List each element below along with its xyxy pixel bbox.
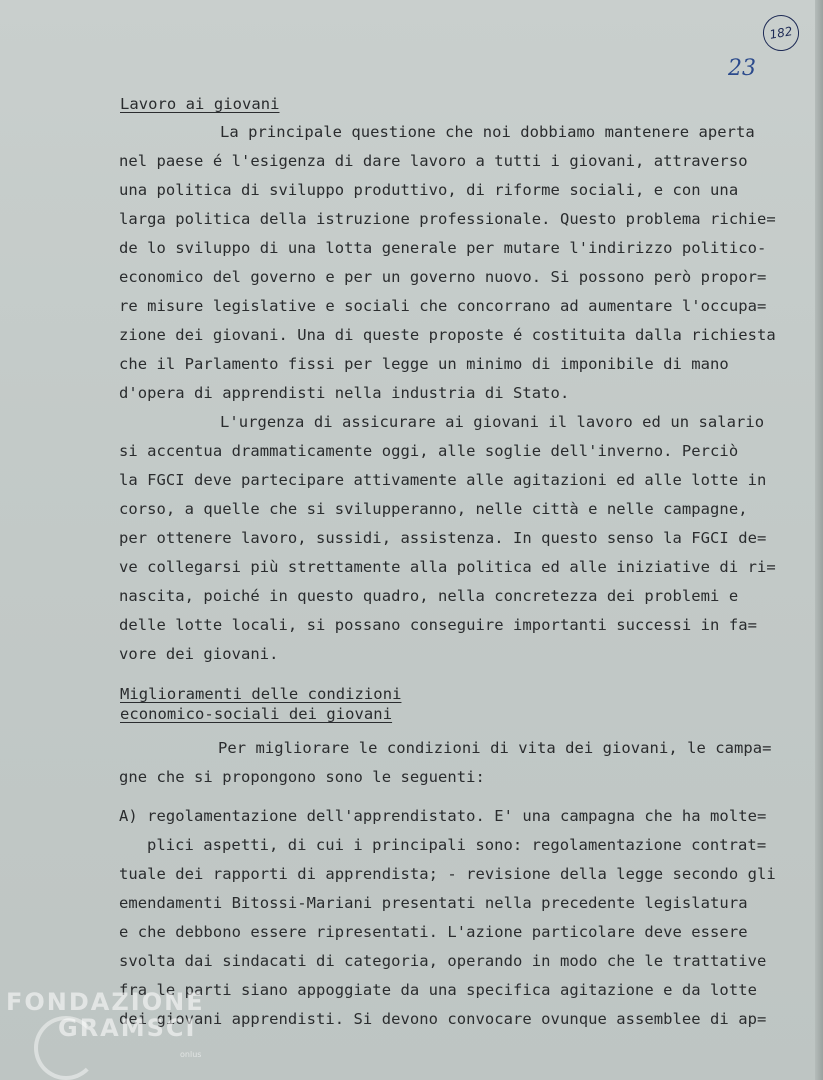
watermark-line1: FONDAZIONE	[6, 988, 205, 1016]
list-item-a: A) regolamentazione dell'apprendistato. E' una campagna che ha molte=	[119, 807, 767, 825]
text-line: Per migliorare le condizioni di vita dei giovani, le campa=	[218, 739, 772, 757]
text-line: svolta dai sindacati di categoria, operando in modo che le trattative	[119, 952, 767, 970]
text-line: vore dei giovani.	[119, 645, 279, 663]
text-line: L'urgenza di assicurare ai giovani il lavoro ed un salario	[220, 413, 765, 431]
page-number-stamp	[760, 12, 802, 54]
text-line: dei giovani apprendisti. Si devono convocare ovunque assemblee di ap=	[119, 1010, 767, 1028]
text-line: la FGCI deve partecipare attivamente alle agitazioni ed alle lotte in	[119, 471, 767, 489]
section-heading-miglioramenti-2: economico-sociali dei giovani	[120, 705, 393, 723]
text-line: d'opera di apprendisti nella industria di Stato.	[119, 384, 570, 402]
text-line: re misure legislative e sociali che concorrano ad aumentare l'occupa=	[119, 297, 767, 315]
stamp-number: 182	[768, 24, 794, 42]
text-line: delle lotte locali, si possano conseguire importanti successi in fa=	[119, 616, 757, 634]
text-line: de lo sviluppo di una lotta generale per mutare l'indirizzo politico-	[119, 239, 767, 257]
text-line: che il Parlamento fissi per legge un minimo di imponibile di mano	[119, 355, 729, 373]
watermark-logo	[6, 990, 205, 1040]
text-line: emendamenti Bitossi-Mariani presentati nella precedente legislatura	[119, 894, 748, 912]
text-line: larga politica della istruzione professionale. Questo problema richie=	[119, 210, 776, 228]
text-line: plici aspetti, di cui i principali sono: regolamentazione contrat=	[147, 836, 767, 854]
text-line: e che debbono essere ripresentati. L'azione particolare deve essere	[119, 923, 748, 941]
text-line: zione dei giovani. Una di queste proposte é costituita dalla richiesta	[119, 326, 776, 344]
watermark-sub: onlus	[180, 1050, 202, 1059]
watermark-line2: GRAMSCI	[58, 1014, 197, 1042]
text-line: per ottenere lavoro, sussidi, assistenza. In questo senso la FGCI de=	[119, 529, 767, 547]
text-line: tuale dei rapporti di apprendista; - revisione della legge secondo gli	[119, 865, 776, 883]
text-line: ve collegarsi più strettamente alla politica ed alle iniziative di ri=	[119, 558, 776, 576]
text-line: nel paese é l'esigenza di dare lavoro a tutti i giovani, attraverso	[119, 152, 748, 170]
page-edge	[815, 0, 823, 1080]
text-line: nascita, poiché in questo quadro, nella concretezza dei problemi e	[119, 587, 739, 605]
section-heading-lavoro: Lavoro ai giovani	[120, 95, 280, 113]
handwritten-page-number: 23	[728, 56, 756, 81]
text-line: fra le parti siano appoggiate da una specifica agitazione e da lotte	[119, 981, 757, 999]
text-line: La principale questione che noi dobbiamo mantenere aperta	[220, 123, 755, 141]
text-line: si accentua drammaticamente oggi, alle soglie dell'inverno. Perciò	[119, 442, 739, 460]
text-line: economico del governo e per un governo nuovo. Si possono però propor=	[119, 268, 767, 286]
section-heading-miglioramenti: Miglioramenti delle condizioni	[120, 685, 402, 703]
text-line: gne che si propongono sono le seguenti:	[119, 768, 485, 786]
text-line: una politica di sviluppo produttivo, di riforme sociali, e con una	[119, 181, 739, 199]
text-line: corso, a quelle che si svilupperanno, nelle città e nelle campagne,	[119, 500, 748, 518]
